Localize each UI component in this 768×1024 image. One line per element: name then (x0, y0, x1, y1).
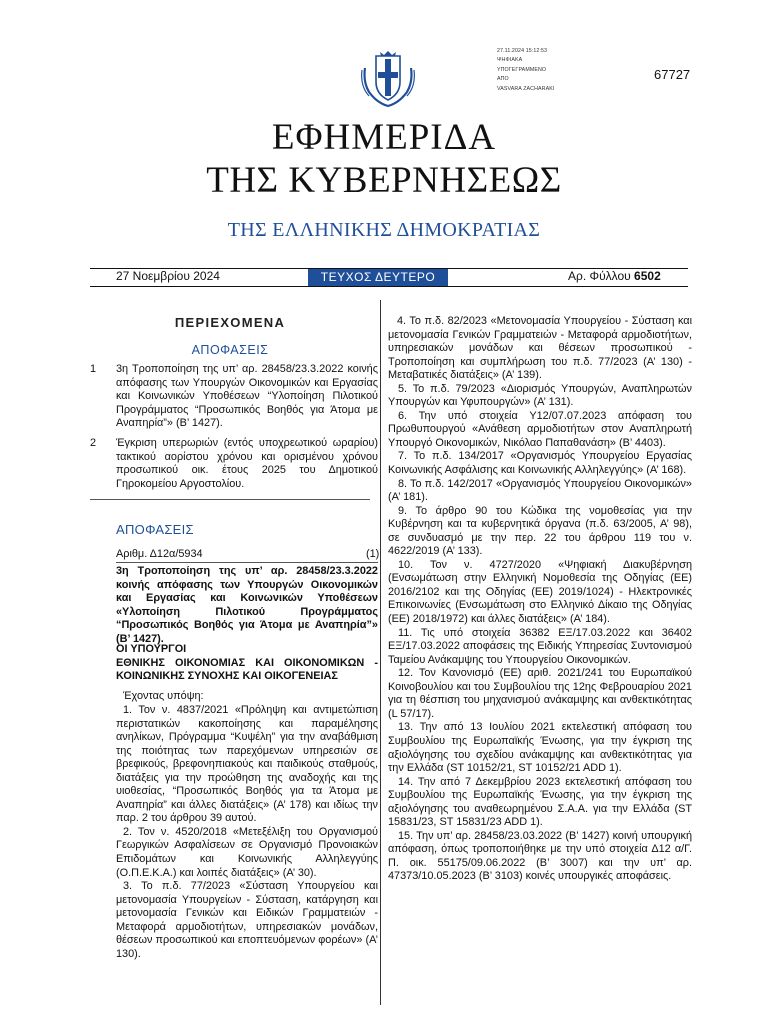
ministers-heading (116, 643, 378, 684)
consideration-paragraph: 6. Την υπό στοιχεία Υ12/07.07.2023 απόφαση του Πρωθυπουργού «Ανάθεση αρμοδιοτήτων στον Αναπληρωτή Υπουργό Οικονομικών, Νικόλαο Παπαθανάση» (Β’ 4403). (388, 409, 692, 449)
decision-number: (1) (366, 548, 380, 560)
consideration-paragraph: 12. Τον Κανονισμό (ΕΕ) αριθ. 2021/241 του Ευρωπαϊκού Κοινοβουλίου και του Συμβουλίου της 12ης Φεβρουαρίου 2021 για τη θέσπιση του μηχανισμού ανάκαμψης και ανθεκτικότητας (L 57/17). (388, 667, 692, 720)
consideration-paragraph: 15. Την υπ’ αρ. 28458/23.03.2022 (Β’ 1427) κοινή υπουργική απόφαση, όπως τροποποιήθηκε με την υπό στοιχεία Δ12 α/Γ. Π. οικ. 55175/09.06.2022 (Β’ 3007) και την υπ’ αρ. 47373/10.05.2023 (Β’ 3103) κοινές υπουργικές αποφάσεις. (388, 829, 692, 883)
divider (90, 499, 370, 500)
consideration-paragraph: 4. Το π.δ. 82/2023 «Μετονομασία Υπουργείου - Σύσταση και μετονομασία Γενικών Γραμματειών - Μεταφορά αρμοδιοτήτων, υπηρεσιακών μονάδων και θέσεων προσωπικού - Τροποποίηση και συμπλήρωση του π.δ. 77/2023 (Α’ 130) - Μεταβατικές διατάξεις» (Α’ 139). (388, 315, 692, 382)
signature-line: ΑΠΟ (497, 76, 509, 83)
contents-item-text: Έγκριση υπερωριών (εντός υποχρεωτικού ωραρίου) τακτικού αορίστου χρόνου και ορισμένου χρόνου προσωπικού οικ. έτους 2025 του Δημοτικού Γηροκομείου Αργοστολίου. (116, 437, 378, 490)
contents-title: ΠΕΡΙΕΧΟΜΕΝΑ (174, 315, 286, 330)
consideration-paragraph: 13. Την από 13 Ιουλίου 2021 εκτελεστική απόφαση του Συμβουλίου της Ευρωπαϊκής Ένωσης, για την έγκριση της αξιολόγησης του σχεδίου ανάκαμψης και ανθεκτικότητας για την Ελλάδα (ST 10152/21, ST 10152/21 ADD 1). (388, 721, 692, 775)
sheet-number-value: 6502 (634, 269, 661, 283)
consideration-paragraph: 11. Τις υπό στοιχεία 36382 ΕΞ/17.03.2022 και 36402 ΕΞ/17.03.2022 αποφάσεις της Ειδικής Υπηρεσίας Συντονισμού Ταμείου Ανάκαμψης του Υπουργείου Οικονομικών. (388, 626, 692, 666)
decision-reference: Αριθμ. Δ12α/5934 (116, 548, 203, 560)
consideration-paragraph: 14. Την από 7 Δεκεμβρίου 2023 εκτελεστική απόφαση του Συμβουλίου της Ευρωπαϊκής Ένωσης, για την έγκριση της αξιολόγησης του αναθεωρημένου Σ.Α.Α. για την Ελλάδα (ST 15831/23, ST 15831/23 ADD 1). (388, 775, 692, 829)
digital-signature-stamp (497, 47, 554, 94)
consideration-paragraph: 7. Το π.δ. 134/2017 «Οργανισμός Υπουργείου Εργασίας Κοινωνικής Ασφάλισης και Κοινωνικής Αλληλεγγύης» (Α’ 168). (388, 450, 692, 477)
decision-heading: 3η Τροποποίηση της υπ’ αρ. 28458/23.3.2022 κοινής απόφασης των Υπουργών Οικονομικών και Εργασίας και Κοινωνικών Υποθέσεων «Υλοποίηση Πιλοτικού Προγράμματος “Προσωπικός Βοηθός για Άτομα με Αναπηρία”» (Β’ 1427). (116, 565, 378, 645)
decisions-section-title: ΑΠΟΦΑΣΕΙΣ (116, 522, 194, 537)
considerations-intro: Έχοντας υπόψη: (123, 690, 204, 702)
gazette-title: ΕΦΗΜΕΡΙΔΑ (271, 117, 497, 158)
divider (116, 562, 378, 563)
page-number: 67727 (654, 67, 691, 82)
gazette-title-line-2: ΤΗΣ ΚΥΒΕΡΝΗΣΕΩΣ (206, 160, 562, 201)
considerations-left (116, 704, 378, 961)
consideration-paragraph: 2. Τον ν. 4520/2018 «Μετεξέλιξη του Οργανισμού Γεωργικών Ασφαλίσεων σε Οργανισμό Προνοιακών Επιδομάτων και Κοινωνικής Αλληλεγγύης (Ο.Π.Ε.Κ.Α.) και λοιπές διατάξεις» (Α’ 30). (116, 825, 378, 879)
gazette-subtitle: ΤΗΣ ΕΛΛΗΝΙΚΗΣ ΔΗΜΟΚΡΑΤΙΑΣ (227, 219, 541, 241)
divider (90, 286, 688, 287)
column-divider (380, 300, 381, 1005)
consideration-paragraph: 10. Τον ν. 4727/2020 «Ψηφιακή Διακυβέρνηση (Ενσωμάτωση στην Ελληνική Νομοθεσία της Οδηγίας (ΕΕ) 2016/2102 και της Οδηγίας (ΕΕ) 2019/1024) - Ηλεκτρονικές Επικοινωνίες (Ενσωμάτωση στο Ελληνικό Δίκαιο της Οδηγίας (ΕΕ) 2018/1972) και άλλες διατάξεις» (Α’ 184). (388, 558, 692, 626)
sheet-number (568, 269, 661, 283)
consideration-paragraph: 9. Το άρθρο 90 του Κώδικα της νομοθεσίας για την Κυβέρνηση και τα κυβερνητικά όργανα (π.δ. 63/2005, Α’ 98), σε συνδυασμό με την περ. 22 του άρθρου 119 του ν. 4622/2019 (Α’ 133). (388, 504, 692, 558)
considerations-right (388, 315, 692, 884)
consideration-paragraph: 3. Το π.δ. 77/2023 «Σύσταση Υπουργείου και μετονομασία Υπουργείων - Σύσταση, κατάργηση και μετονομασία Γενικών και Ειδικών Γραμματειών - Μεταφορά αρμοδιοτήτων, υπηρεσιακών μονάδων, θέσεων προσωπικού και εποπτευόμενων φορέων» (Α’ 130). (116, 880, 378, 960)
consideration-paragraph: 8. Το π.δ. 142/2017 «Οργανισμός Υπουργείου Οικονομικών» (Α’ 181). (388, 477, 692, 504)
ministers-line: ΕΘΝΙΚΗΣ ΟΙΚΟΝΟΜΙΑΣ ΚΑΙ ΟΙΚΟΝΟΜΙΚΩΝ - ΚΟΙΝΩΝΙΚΗΣ ΣΥΝΟΧΗΣ ΚΑΙ ΟΙΚΟΓΕΝΕΙΑΣ (116, 656, 378, 683)
issue-series-badge: ΤΕΥΧΟΣ ΔΕΥΤΕΡΟ (308, 269, 448, 286)
consideration-paragraph: 1. Τον ν. 4837/2021 «Πρόληψη και αντιμετώπιση περιστατικών κακοποίησης και παραμέλησης ανηλίκων, Πρόγραμμα “Κυψέλη” για την αναβάθμιση της ποιότητας των παρεχόμενων υπηρεσιών σε βρεφικούς, βρεφονηπιακούς και παιδικούς σταθμούς, διατάξεις για την προώθηση της αναδοχής και της υιοθεσίας, “Προσωπικός Βοηθός για τα Άτομα με Αναπηρία” και άλλες διατάξεις» (Α’ 178) και ιδίως την παρ. 2 του άρθρου 39 αυτού. (116, 704, 378, 825)
contents-section-title: ΑΠΟΦΑΣΕΙΣ (191, 343, 269, 357)
signature-line: ΥΠΟΓΕΓΡΑΜΜΕΝΟ (497, 66, 547, 73)
greek-coat-of-arms-icon (357, 48, 419, 110)
signature-line: 27.11.2024 15:12:53 (497, 48, 548, 54)
issue-date: 27 Νοεμβρίου 2024 (116, 269, 220, 283)
contents-item-number: 1 (90, 363, 97, 375)
ministers-line: ΟΙ ΥΠΟΥΡΓΟΙ (116, 643, 187, 655)
consideration-paragraph: 5. Το π.δ. 79/2023 «Διορισμός Υπουργών, Αναπληρωτών Υπουργών και Υφυπουργών» (Α’ 131). (388, 382, 692, 409)
contents-item-text: 3η Τροποποίηση της υπ’ αρ. 28458/23.3.2022 κοινής απόφασης των Υπουργών Οικονομικών και Εργασίας και Κοινωνικών Υποθέσεων “Υλοποίηση Πιλοτικού Προγράμματος “Προσωπικός Βοηθός για Άτομα με Αναπηρία”» (Β’ 1427). (116, 363, 378, 430)
signature-line: VASVARA ZACHARAKI (497, 85, 555, 92)
signature-line: ΨΗΦΙΑΚΑ (497, 57, 523, 64)
sheet-label: Αρ. Φύλλου (568, 269, 631, 283)
contents-item-number: 2 (90, 437, 97, 449)
